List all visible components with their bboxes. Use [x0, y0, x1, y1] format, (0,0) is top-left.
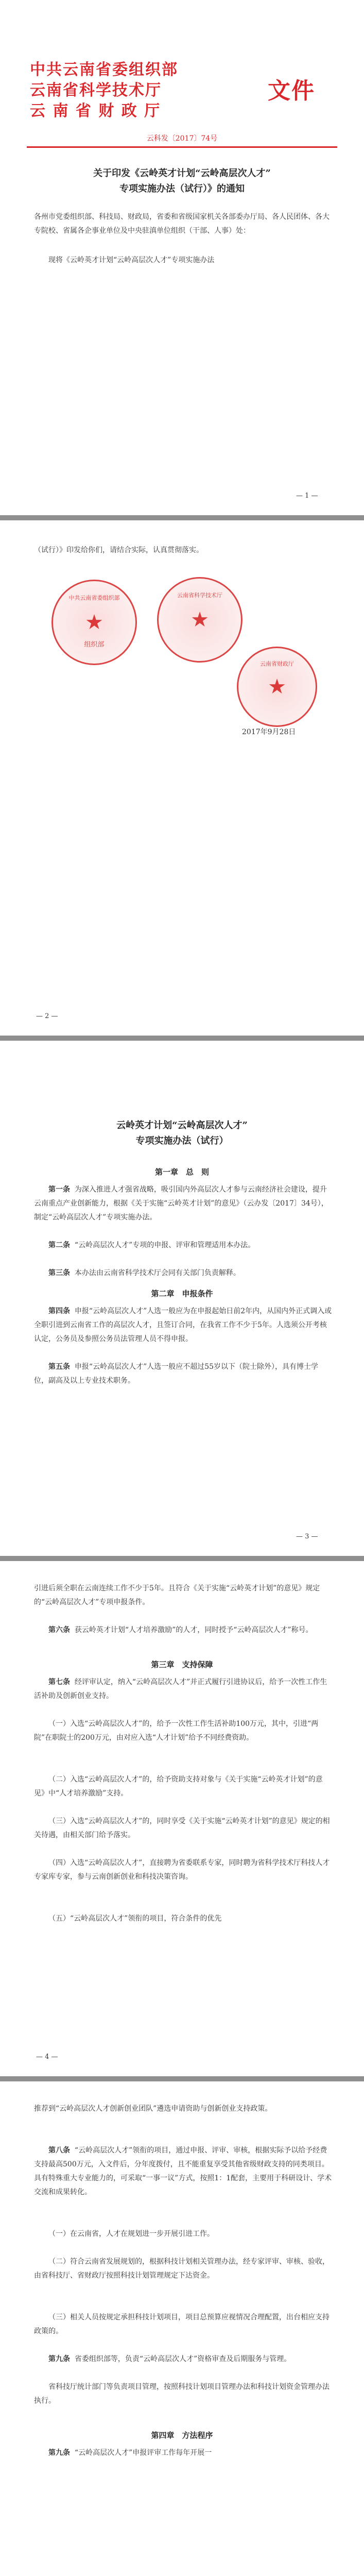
finance-department-seal	[237, 647, 317, 727]
opening-paragraph: 现将《云岭英才计划“云岭高层次人才”专项实施办法	[48, 256, 215, 264]
article-9-text: 省委组织部等，负责“云岭高层次人才”资格审查及后期服务与管理。	[74, 2355, 291, 2363]
document-page-2	[0, 520, 364, 1036]
article-7-label: 第七条	[48, 1678, 70, 1686]
article-2	[34, 1239, 333, 1252]
article-5-text: 申报“云岭高层次人才”人选一般应不超过55岁以下（院士除外），具有博士学位，副高及以上专业技术职务。	[34, 1363, 319, 1385]
issuer-line-2: 云南省科学技术厅	[30, 81, 162, 99]
measures-title-line-2: 专项实施办法（试行）	[135, 1136, 229, 1146]
article-2-text: “云岭高层次人才”专项的申报、评审和管理适用本办法。	[74, 1241, 255, 1249]
seal-label-1: 中共云南省委组织部	[68, 595, 120, 601]
article-1	[34, 1183, 333, 1225]
notice-title-line-2: 专项实施办法（试行）》的通知	[119, 183, 245, 194]
support-item-2: （二）入选“云岭高层次人才”的，给予资助支持对象与《关于实施“云岭英才计划”的意见》中“人才培养激励”支持。	[34, 1775, 323, 1798]
red-divider	[27, 146, 337, 148]
document-page-3	[0, 1041, 364, 1556]
chapter-1-heading: 第一章 总 则	[154, 1167, 209, 1177]
article-8-text: “云岭高层次人才”领衔的项目，通过申报、评审、审核，根据实际予以给予经费支持最高500万元，入文件后，分年度拨付，且不能重复享受其他省级财政支持的同类项目。具有特殊重大专业能力的，可采取“一事一议”方式，按照1：1配套，主要用于科研设计、学术交流和成果转化。	[34, 2146, 332, 2196]
article-8-label: 第八条	[48, 2146, 70, 2155]
article-6-text: 获云岭英才计划“人才培养激励”的人才，同时授予“云岭高层次人才”称号。	[74, 1626, 313, 1634]
support-item-5: （五）“云岭高层次人才”领衔的项目，符合条件的优先	[48, 1914, 222, 1923]
funding-item-2: （二）符合云南省发展规划的，根据科技计划相关管理办法，经专家评审、审核、验收，由省科技厅、省财政厅按照科技计划管理规定下达资金。	[34, 2258, 330, 2280]
document-type-label: 文件	[268, 78, 315, 104]
article-2-label: 第二条	[48, 1241, 70, 1249]
article-4-label: 第四条	[48, 1307, 70, 1315]
article-5	[34, 1360, 333, 1388]
article-3-text: 本办法由云南省科学技术厅会同有关部门负责解释。	[74, 1269, 240, 1277]
seal-star-icon: ★	[268, 675, 286, 699]
doc-number: 云科发〔2017〕74号	[146, 134, 218, 143]
chapter-2-heading: 第二章 申报条件	[151, 1289, 213, 1298]
article-6-label: 第六条	[48, 1626, 70, 1634]
article-3-label: 第三条	[48, 1269, 70, 1277]
addressees: 各州市党委组织部、科技局、财政局，省委和省级国家机关各部委办厅局、各人民团体、各大专院校、省属各企事业单位及中央驻滇单位组织（干部、人事）处：	[34, 213, 330, 235]
article-1-label: 第一条	[48, 1185, 70, 1194]
carryover-paragraph: 推荐到“云岭高层次人才创新创业团队”遴选申请资助与创新创业支持政策。	[34, 2105, 272, 2113]
document-page-5	[0, 2081, 364, 2576]
seal-label-3: 云南省财政厅	[260, 660, 294, 667]
support-item-3: （三）入选“云岭高层次人才”的，同时享受《关于实施“云岭英才计划”的意见》规定的相关待遇，由相关部门给予落实。	[34, 1817, 330, 1839]
issue-date: 2017年9月28日	[242, 728, 296, 736]
article-7	[34, 1675, 333, 1703]
chapter-3-heading: 第三章 支持保障	[151, 1660, 213, 1669]
article-8	[34, 2144, 333, 2199]
support-item-4: （四）入选“云岭高层次人才”，直接聘为省委联系专家，同时聘为省科学技术厅科技人才专家库专家，参与云南创新创业和科技决策咨询。	[34, 1859, 330, 1881]
article-10-text: “云岭高层次人才”申报评审工作每年开展一	[74, 2449, 212, 2457]
management-paragraph: 省科技厅统计部门等负责项目管理，按照科技计划项目管理办法和科技计划资金管理办法执行。	[34, 2383, 330, 2405]
article-7-text: 经评审认定，纳入“云岭高层次人才”并正式履行引进协议后，给予一次性工作生活补助及创新创业支持。	[34, 1678, 327, 1700]
issuer-line-3: 云 南 省 财 政 厅	[30, 102, 161, 120]
article-6	[34, 1623, 333, 1637]
funding-item-1: （一）在云南省，人才在规划进一步开展引进工作。	[48, 2230, 214, 2238]
science-technology-seal	[157, 577, 242, 663]
page-number-4: — 4 —	[36, 2053, 58, 2061]
chapter-4-heading: 第四章 方法程序	[151, 2431, 213, 2440]
article-10	[34, 2446, 333, 2460]
page-number-3: — 3 —	[296, 1533, 318, 1540]
seal-label-2: 云南省科学技术厅	[177, 592, 222, 599]
organization-department-seal	[51, 580, 137, 665]
article-9	[34, 2352, 333, 2366]
continuation-paragraph: （试行）》印发给你们，请结合实际，认真贯彻落实。	[34, 546, 203, 554]
seal-star-icon: ★	[190, 608, 209, 632]
article-9-label: 第九条	[48, 2355, 70, 2363]
article-5-label: 第五条	[48, 1363, 70, 1371]
article-10-label: 第九条	[48, 2449, 70, 2457]
measures-title-line-1: 云岭英才计划“云岭高层次人才”	[116, 1120, 248, 1131]
document-page-4	[0, 1561, 364, 2076]
article-3	[34, 1266, 333, 1280]
article-4	[34, 1304, 333, 1346]
document-page-1	[0, 0, 364, 515]
notice-title-line-1: 关于印发《云岭英才计划“云岭高层次人才”	[93, 168, 271, 179]
article-1-text: 为深入推进人才强省战略，吸引国内外高层次人才参与云南经济社会建设，提升云南重点产业创新能力，根据《关于实施“云岭英才计划”的意见》（云办发〔2017〕34号），制定“云岭高层次人才”专项实施办法。	[34, 1185, 328, 1222]
issuer-line-1: 中共云南省委组织部	[30, 61, 178, 79]
page-number-2: — 2 —	[36, 1012, 58, 1020]
seal-star-icon: ★	[85, 611, 103, 634]
support-item-1: （一）入选“云岭高层次人才”的，给予一次性工作生活补助100万元，其中，引进“两院”在职院士的200万元，由对应入选“人才计划”给予不同经费资助。	[34, 1720, 319, 1742]
seal-center-label: 组织部	[84, 641, 105, 649]
page-number-1: — 1 —	[296, 492, 318, 500]
funding-item-3: （三）相关人员按规定承担科技计划项目，项目总预算应视情况合理配置，出台相应支持政策的。	[34, 2313, 330, 2335]
carryover-paragraph: 引进后须全职在云南连续工作不少于5年。且符合《关于实施“云岭英才计划”的意见》规定的“云岭高层次人才”专项申报条件。	[34, 1584, 320, 1606]
article-4-text: 申报“云岭高层次人才”人选一般应为在申报起始日前2年内，从国内外正式调入或全职引进到云南省工作的高层次人才，且签订合同，在我省工作不少于5年。人选须公开考核认定，公务员及参照公务员法管理人员不得申报。	[34, 1307, 332, 1343]
